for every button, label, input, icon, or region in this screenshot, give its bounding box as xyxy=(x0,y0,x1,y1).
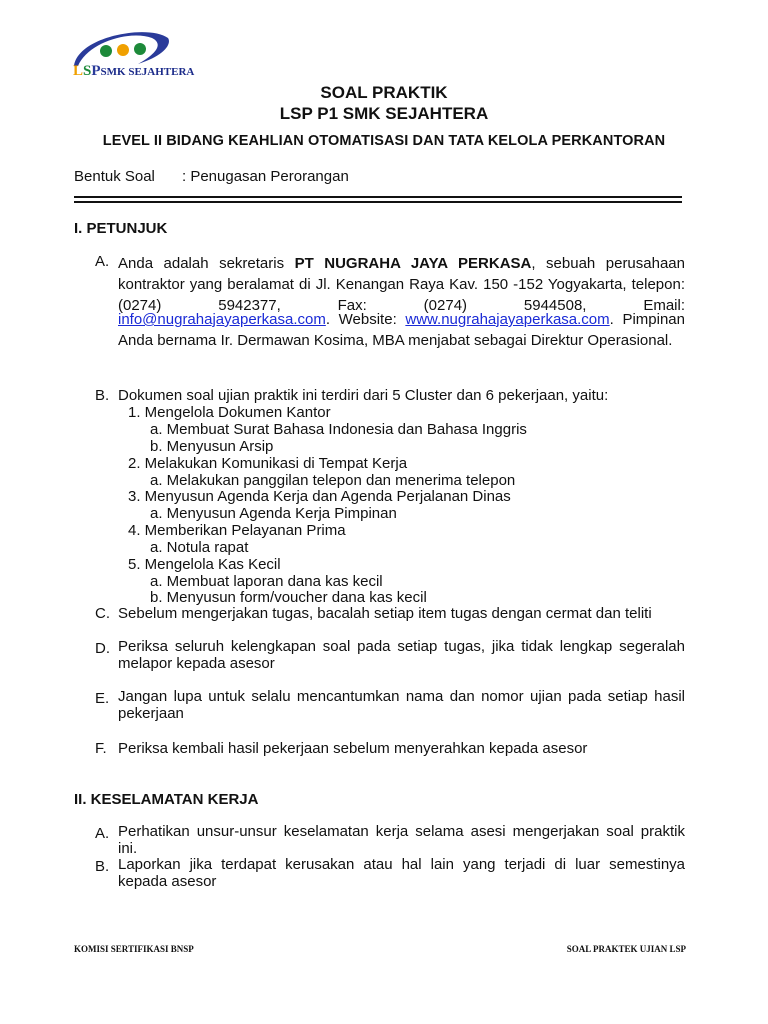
item-d-text: Periksa seluruh kelengkapan soal pada setiap tugas, jika tidak lengkap segeralah melapor kepada asesor xyxy=(118,638,685,672)
item-label-d: D. xyxy=(95,640,110,657)
item-a-text-post: , sebuah perusahaan kontraktor yang beralamat di Jl. Kenangan Raya Kav. 150 -152 Yogyakarta, telepon: (0274) 5942377, Fax: (0274) 5944508, Email: xyxy=(118,255,685,314)
cluster-subitem: a. Menyusun Agenda Kerja Pimpinan xyxy=(150,505,397,522)
company-name: PT NUGRAHA JAYA PERKASA xyxy=(294,255,532,272)
footer-left: KOMISI SERTIFIKASI BNSP xyxy=(74,944,194,954)
item-e-text: Jangan lupa untuk selalu mencantumkan nama dan nomor ujian pada setiap hasil pekerjaan xyxy=(118,688,685,722)
item-a-text-rest: . Pimpinan Anda bernama Ir. Dermawan Kosima, MBA menjabat sebagai Direktur Operasional. xyxy=(118,311,685,349)
cluster-item: 2. Melakukan Komunikasi di Tempat Kerja xyxy=(128,455,408,472)
item-label-b: B. xyxy=(95,387,110,404)
email-link[interactable]: info@nugrahajayaperkasa.com xyxy=(118,311,326,328)
website-prefix: . Website: xyxy=(325,311,406,328)
item-a-text-pre: Anda adalah sekretaris xyxy=(118,255,295,272)
header-divider xyxy=(74,196,682,198)
cluster-subitem: a. Membuat laporan dana kas kecil xyxy=(150,573,383,590)
logo-letter-s: S xyxy=(83,63,92,79)
header-divider-second xyxy=(74,201,682,203)
bentuk-soal-row xyxy=(74,168,349,185)
logo-school-name: SMK SEJAHTERA xyxy=(100,66,195,78)
cluster-item: 3. Menyusun Agenda Kerja dan Agenda Perjalanan Dinas xyxy=(128,488,511,505)
item-label-f: F. xyxy=(95,740,107,757)
logo-letter-p: P xyxy=(91,63,101,79)
safety-label-b: B. xyxy=(95,858,110,875)
cluster-item: 4. Memberikan Pelayanan Prima xyxy=(128,522,346,539)
item-label-c: C. xyxy=(95,605,110,622)
document-subtitle: LEVEL II BIDANG KEAHLIAN OTOMATISASI DAN TATA KELOLA PERKANTORAN xyxy=(102,133,666,149)
item-label-e: E. xyxy=(95,690,110,707)
cluster-item: 5. Mengelola Kas Kecil xyxy=(128,556,281,573)
section-heading-petunjuk: I. PETUNJUK xyxy=(74,220,168,237)
logo-text xyxy=(73,63,194,80)
item-a-contact xyxy=(118,309,685,351)
cluster-subitem: a. Melakukan panggilan telepon dan menerima telepon xyxy=(150,472,516,489)
document-title-org: LSP P1 SMK SEJAHTERA xyxy=(279,104,489,123)
safety-label-a: A. xyxy=(95,825,110,842)
logo-letter-l: L xyxy=(73,63,84,79)
footer-right: SOAL PRAKTEK UJIAN LSP xyxy=(566,944,686,954)
bentuk-soal-label: Bentuk Soal xyxy=(74,168,155,185)
safety-a-text: Perhatikan unsur-unsur keselamatan kerja selama asesi mengerjakan soal praktik ini. xyxy=(118,823,685,857)
cluster-subitem: a. Membuat Surat Bahasa Indonesia dan Bahasa Inggris xyxy=(150,421,527,438)
cluster-subitem: b. Menyusun form/voucher dana kas kecil xyxy=(150,589,427,606)
item-a-intro xyxy=(118,253,685,316)
item-c-text: Sebelum mengerjakan tugas, bacalah setiap item tugas dengan cermat dan teliti xyxy=(118,605,652,622)
section-heading-keselamatan: II. KESELAMATAN KERJA xyxy=(74,791,259,808)
website-link[interactable]: www.nugrahajayaperkasa.com xyxy=(405,311,610,328)
document-title: SOAL PRAKTIK xyxy=(320,83,448,102)
item-label-a: A. xyxy=(95,253,110,270)
cluster-subitem: b. Menyusun Arsip xyxy=(150,438,274,455)
safety-b-text: Laporkan jika terdapat kerusakan atau hal lain yang terjadi di luar semestinya kepada asesor xyxy=(118,856,685,890)
bentuk-soal-value: : Penugasan Perorangan xyxy=(182,168,349,185)
cluster-item: 1. Mengelola Dokumen Kantor xyxy=(128,404,331,421)
item-b-intro: Dokumen soal ujian praktik ini terdiri dari 5 Cluster dan 6 pekerjaan, yaitu: xyxy=(118,387,609,404)
cluster-subitem: a. Notula rapat xyxy=(150,539,249,556)
item-f-text: Periksa kembali hasil pekerjaan sebelum menyerahkan kepada asesor xyxy=(118,740,588,757)
